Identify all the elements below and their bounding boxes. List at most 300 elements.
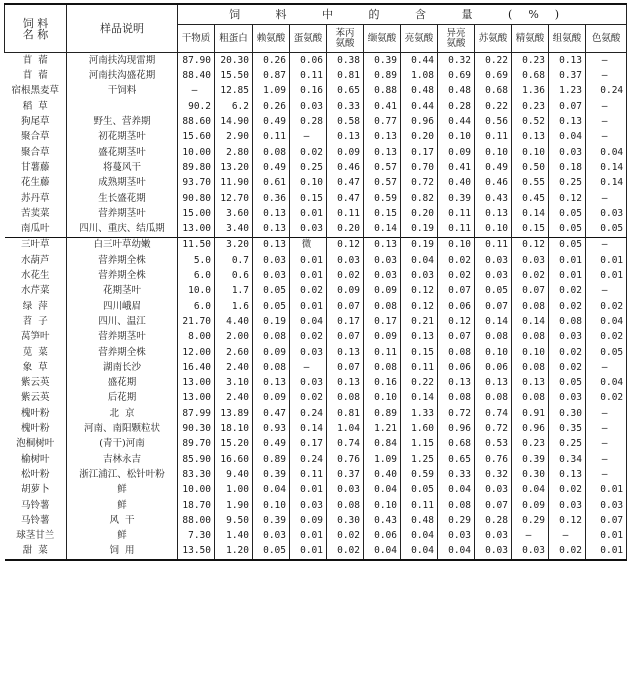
value-cell: 0.12 bbox=[401, 299, 438, 314]
value-cell: 0.05 bbox=[549, 221, 586, 237]
feed-name-cell: 稻 草 bbox=[22, 100, 48, 112]
value-cell: 0.08 bbox=[549, 314, 586, 329]
amino-acid-table bbox=[4, 3, 627, 561]
value-cell: 0.02 bbox=[290, 283, 327, 298]
value-cell: 87.90 bbox=[178, 53, 215, 69]
value-cell: 0.65 bbox=[438, 452, 475, 467]
value-cell: 0.01 bbox=[290, 253, 327, 268]
feed-name-cell: 球茎甘兰 bbox=[16, 530, 55, 542]
value-cell: 0.03 bbox=[364, 253, 401, 268]
value-cell: 10.00 bbox=[178, 482, 215, 497]
value-cell: 0.93 bbox=[253, 421, 290, 436]
value-cell: 15.20 bbox=[215, 436, 253, 451]
value-cell: 0.13 bbox=[327, 345, 364, 360]
value-cell: 0.76 bbox=[327, 452, 364, 467]
value-cell: 1.04 bbox=[327, 421, 364, 436]
value-cell: — bbox=[586, 68, 627, 83]
value-cell: 0.06 bbox=[290, 53, 327, 69]
sample-desc-cell: 河南扶沟现雷期 bbox=[67, 53, 178, 69]
value-cell: 0.08 bbox=[512, 360, 549, 375]
value-cell: 9.50 bbox=[215, 513, 253, 528]
value-cell: 7.30 bbox=[178, 528, 215, 543]
value-cell: — bbox=[586, 283, 627, 298]
value-cell: 0.03 bbox=[253, 268, 290, 283]
header-col-10: 组氨酸 bbox=[549, 25, 586, 53]
value-cell: 0.14 bbox=[586, 175, 627, 190]
value-cell: 0.81 bbox=[327, 406, 364, 421]
value-cell: 0.35 bbox=[549, 421, 586, 436]
value-cell: 0.05 bbox=[549, 375, 586, 390]
value-cell: 12.00 bbox=[178, 345, 215, 360]
value-cell: 0.03 bbox=[475, 268, 512, 283]
value-cell: 0.14 bbox=[475, 314, 512, 329]
value-cell: 0.23 bbox=[512, 436, 549, 451]
header-feed-name bbox=[5, 4, 67, 53]
table-row bbox=[5, 84, 627, 99]
feed-name-cell: 花生藤 bbox=[20, 177, 50, 189]
value-cell: 90.30 bbox=[178, 421, 215, 436]
value-cell: 0.14 bbox=[512, 206, 549, 221]
value-cell: 3.60 bbox=[215, 206, 253, 221]
value-cell: 0.50 bbox=[512, 160, 549, 175]
value-cell: 0.02 bbox=[586, 391, 627, 406]
value-cell: 0.07 bbox=[438, 283, 475, 298]
value-cell: 0.52 bbox=[512, 114, 549, 129]
value-cell: 0.03 bbox=[549, 329, 586, 344]
value-cell: 0.04 bbox=[290, 314, 327, 329]
value-cell: 1.00 bbox=[215, 482, 253, 497]
value-cell: 0.30 bbox=[549, 406, 586, 421]
value-cell: 0.14 bbox=[586, 160, 627, 175]
value-cell: 0.01 bbox=[586, 268, 627, 283]
value-cell: 0.13 bbox=[512, 375, 549, 390]
value-cell: 0.09 bbox=[364, 329, 401, 344]
value-cell: 0.16 bbox=[290, 84, 327, 99]
value-cell: 3.10 bbox=[215, 375, 253, 390]
value-cell: 0.02 bbox=[512, 268, 549, 283]
header-col-8: 苏氨酸 bbox=[475, 25, 512, 53]
value-cell: 0.14 bbox=[512, 314, 549, 329]
value-cell: 0.38 bbox=[327, 53, 364, 69]
value-cell: 0.96 bbox=[512, 421, 549, 436]
value-cell: 0.7 bbox=[215, 253, 253, 268]
value-cell: 1.33 bbox=[401, 406, 438, 421]
table-row bbox=[5, 129, 627, 144]
value-cell: 1.23 bbox=[549, 84, 586, 99]
feed-name-cell: 甘薯藤 bbox=[20, 161, 50, 173]
value-cell: 0.02 bbox=[327, 528, 364, 543]
header-col-3: 蛋氨酸 bbox=[290, 25, 327, 53]
table-row bbox=[5, 206, 627, 221]
value-cell: 0.02 bbox=[549, 283, 586, 298]
value-cell: 2.80 bbox=[215, 145, 253, 160]
value-cell: 0.14 bbox=[364, 221, 401, 237]
value-cell: 1.7 bbox=[215, 283, 253, 298]
value-cell: 0.69 bbox=[475, 68, 512, 83]
table-body bbox=[5, 53, 627, 560]
value-cell: 0.08 bbox=[253, 329, 290, 344]
value-cell: 0.01 bbox=[586, 528, 627, 543]
sample-desc-cell: 吉林永吉 bbox=[67, 452, 178, 467]
feed-name-cell: 水芹菜 bbox=[20, 285, 50, 297]
value-cell: 0.20 bbox=[401, 129, 438, 144]
value-cell: — bbox=[586, 436, 627, 451]
value-cell: — bbox=[512, 528, 549, 543]
table-row bbox=[5, 191, 627, 206]
value-cell: 0.10 bbox=[253, 498, 290, 513]
value-cell: 0.68 bbox=[475, 84, 512, 99]
value-cell: — bbox=[586, 406, 627, 421]
value-cell: 0.04 bbox=[364, 482, 401, 497]
value-cell: 0.19 bbox=[253, 314, 290, 329]
value-cell: 0.08 bbox=[512, 299, 549, 314]
sample-desc-cell: 饲 用 bbox=[67, 544, 178, 560]
value-cell: 0.09 bbox=[253, 391, 290, 406]
value-cell: 21.70 bbox=[178, 314, 215, 329]
value-cell: 0.11 bbox=[327, 206, 364, 221]
value-cell: 0.6 bbox=[215, 268, 253, 283]
value-cell: 0.12 bbox=[549, 513, 586, 528]
value-cell: 0.03 bbox=[586, 498, 627, 513]
feed-name-cell: 泡桐树叶 bbox=[16, 438, 55, 450]
value-cell: 0.03 bbox=[512, 253, 549, 268]
value-cell: 0.37 bbox=[327, 467, 364, 482]
value-cell: 0.81 bbox=[327, 68, 364, 83]
value-cell: 0.12 bbox=[512, 237, 549, 253]
value-cell: 0.39 bbox=[253, 467, 290, 482]
value-cell: 0.07 bbox=[438, 329, 475, 344]
value-cell: 0.08 bbox=[512, 329, 549, 344]
value-cell: 0.12 bbox=[438, 314, 475, 329]
value-cell: 0.21 bbox=[401, 314, 438, 329]
value-cell: 87.99 bbox=[178, 406, 215, 421]
feed-name-cell: 聚合草 bbox=[20, 146, 50, 158]
value-cell: 0.09 bbox=[438, 145, 475, 160]
table-row bbox=[5, 145, 627, 160]
value-cell: 0.10 bbox=[438, 129, 475, 144]
value-cell: 0.07 bbox=[549, 99, 586, 114]
value-cell: 0.13 bbox=[364, 237, 401, 253]
value-cell: — bbox=[586, 191, 627, 206]
value-cell: 0.05 bbox=[401, 482, 438, 497]
value-cell: 13.00 bbox=[178, 375, 215, 390]
feed-name-cell: 紫云英 bbox=[20, 392, 50, 404]
value-cell: 0.91 bbox=[512, 406, 549, 421]
table-row bbox=[5, 360, 627, 375]
value-cell: 0.03 bbox=[475, 528, 512, 543]
value-cell: — bbox=[178, 84, 215, 99]
value-cell: 0.08 bbox=[438, 498, 475, 513]
value-cell: 0.55 bbox=[512, 175, 549, 190]
value-cell: 0.16 bbox=[364, 375, 401, 390]
feed-name-cell: 苏丹草 bbox=[20, 192, 50, 204]
value-cell: — bbox=[586, 467, 627, 482]
feed-name-cell: 苜 蓿 bbox=[22, 70, 48, 82]
value-cell: 0.49 bbox=[253, 114, 290, 129]
value-cell: — bbox=[290, 360, 327, 375]
header-col-11: 色氨酸 bbox=[586, 25, 627, 53]
sample-desc-cell: 营养期全株 bbox=[67, 268, 178, 283]
value-cell: 2.60 bbox=[215, 345, 253, 360]
sample-desc-cell: 营养期茎叶 bbox=[67, 329, 178, 344]
value-cell: 0.49 bbox=[253, 436, 290, 451]
value-cell: 89.70 bbox=[178, 436, 215, 451]
value-cell: 0.03 bbox=[290, 498, 327, 513]
value-cell: 0.65 bbox=[327, 84, 364, 99]
value-cell: — bbox=[586, 421, 627, 436]
table-row bbox=[5, 221, 627, 237]
value-cell: 0.84 bbox=[364, 436, 401, 451]
value-cell: 0.01 bbox=[290, 299, 327, 314]
value-cell: 0.40 bbox=[364, 467, 401, 482]
value-cell: 0.20 bbox=[401, 206, 438, 221]
table-row bbox=[5, 237, 627, 253]
value-cell: 0.13 bbox=[253, 206, 290, 221]
value-cell: 0.29 bbox=[438, 513, 475, 528]
sample-desc-cell: 鲜 bbox=[67, 498, 178, 513]
feed-name-cell: 绿 萍 bbox=[22, 300, 48, 312]
value-cell: 0.04 bbox=[512, 482, 549, 497]
value-cell: 0.13 bbox=[364, 129, 401, 144]
value-cell: 0.03 bbox=[475, 482, 512, 497]
value-cell: 1.08 bbox=[401, 68, 438, 83]
value-cell: 0.03 bbox=[290, 375, 327, 390]
value-cell: 0.15 bbox=[364, 206, 401, 221]
value-cell: 0.18 bbox=[549, 160, 586, 175]
sample-desc-cell: 湖南长沙 bbox=[67, 360, 178, 375]
value-cell: 0.45 bbox=[512, 191, 549, 206]
value-cell: 5.0 bbox=[178, 253, 215, 268]
feed-name-cell: 水花生 bbox=[20, 270, 50, 282]
value-cell: 0.11 bbox=[475, 129, 512, 144]
value-cell: 0.39 bbox=[253, 513, 290, 528]
table-row bbox=[5, 482, 627, 497]
value-cell: — bbox=[290, 129, 327, 144]
value-cell: 0.25 bbox=[549, 175, 586, 190]
value-cell: 0.04 bbox=[438, 544, 475, 560]
value-cell: 0.28 bbox=[438, 99, 475, 114]
value-cell: 83.30 bbox=[178, 467, 215, 482]
value-cell: 0.24 bbox=[586, 84, 627, 99]
value-cell: 0.29 bbox=[512, 513, 549, 528]
value-cell: 2.40 bbox=[215, 360, 253, 375]
value-cell: 0.02 bbox=[549, 360, 586, 375]
value-cell: 0.04 bbox=[586, 145, 627, 160]
value-cell: 0.39 bbox=[438, 191, 475, 206]
value-cell: 0.05 bbox=[549, 237, 586, 253]
header-col-5: 缬氨酸 bbox=[364, 25, 401, 53]
value-cell: 0.74 bbox=[475, 406, 512, 421]
value-cell: 0.12 bbox=[327, 237, 364, 253]
sample-desc-cell: (青干)河南 bbox=[67, 436, 178, 451]
value-cell: 0.13 bbox=[475, 206, 512, 221]
sample-desc-cell: 成熟期茎叶 bbox=[67, 175, 178, 190]
value-cell: 0.01 bbox=[290, 268, 327, 283]
feed-name-cell: 马铃薯 bbox=[20, 514, 50, 526]
value-cell: 0.08 bbox=[438, 391, 475, 406]
value-cell: 微 bbox=[290, 237, 327, 253]
value-cell: 0.03 bbox=[290, 221, 327, 237]
value-cell: 0.68 bbox=[512, 68, 549, 83]
value-cell: 0.08 bbox=[327, 498, 364, 513]
value-cell: 0.11 bbox=[401, 498, 438, 513]
value-cell: 13.50 bbox=[178, 544, 215, 560]
feed-name-cell: 宿根黑麦草 bbox=[11, 85, 59, 97]
table-row bbox=[5, 314, 627, 329]
value-cell: 0.13 bbox=[253, 375, 290, 390]
value-cell: 0.47 bbox=[253, 406, 290, 421]
value-cell: 0.10 bbox=[364, 498, 401, 513]
value-cell: 0.17 bbox=[364, 314, 401, 329]
value-cell: 15.00 bbox=[178, 206, 215, 221]
table-row bbox=[5, 375, 627, 390]
sample-desc-cell: 四川、重庆、结瓜期 bbox=[67, 221, 178, 237]
feed-name-cell: 苜 蓿 bbox=[22, 54, 48, 66]
sample-desc-cell: 河南扶沟盛花期 bbox=[67, 68, 178, 83]
header-sample-desc: 样品说明 bbox=[67, 4, 178, 53]
value-cell: 0.61 bbox=[253, 175, 290, 190]
value-cell: 0.08 bbox=[364, 299, 401, 314]
value-cell: 0.02 bbox=[290, 329, 327, 344]
value-cell: 0.05 bbox=[586, 221, 627, 237]
value-cell: 2.40 bbox=[215, 391, 253, 406]
value-cell: 0.88 bbox=[364, 84, 401, 99]
feed-name-cell: 甜 菜 bbox=[5, 544, 67, 560]
value-cell: 16.60 bbox=[215, 452, 253, 467]
value-cell: 0.39 bbox=[364, 53, 401, 69]
sample-desc-cell: 风 干 bbox=[67, 513, 178, 528]
table-row bbox=[5, 114, 627, 129]
header-col-0: 干物质 bbox=[178, 25, 215, 53]
table-row bbox=[5, 160, 627, 175]
table-row bbox=[5, 436, 627, 451]
value-cell: 0.13 bbox=[438, 375, 475, 390]
value-cell: 3.40 bbox=[215, 221, 253, 237]
feed-name-cell: 松叶粉 bbox=[20, 468, 50, 480]
value-cell: 1.90 bbox=[215, 498, 253, 513]
value-cell: 0.87 bbox=[253, 68, 290, 83]
sample-desc-cell: 盛花期茎叶 bbox=[67, 145, 178, 160]
value-cell: 0.43 bbox=[364, 513, 401, 528]
value-cell: 0.08 bbox=[438, 345, 475, 360]
value-cell: 2.90 bbox=[215, 129, 253, 144]
value-cell: 6.2 bbox=[215, 99, 253, 114]
table-row bbox=[5, 345, 627, 360]
feed-name-cell: 南瓜叶 bbox=[20, 223, 50, 235]
value-cell: 0.02 bbox=[438, 268, 475, 283]
value-cell: 0.56 bbox=[475, 114, 512, 129]
feed-name-cell: 槐叶粉 bbox=[20, 423, 50, 435]
value-cell: 1.25 bbox=[401, 452, 438, 467]
header-col-1: 粗蛋白 bbox=[215, 25, 253, 53]
value-cell: 0.07 bbox=[475, 299, 512, 314]
value-cell: 0.13 bbox=[512, 129, 549, 144]
value-cell: 0.13 bbox=[327, 375, 364, 390]
value-cell: 0.01 bbox=[290, 482, 327, 497]
value-cell: 0.30 bbox=[512, 467, 549, 482]
table-row bbox=[5, 268, 627, 283]
feed-name-cell: 水葫芦 bbox=[20, 254, 50, 266]
value-cell: 0.02 bbox=[549, 482, 586, 497]
value-cell: 0.74 bbox=[327, 436, 364, 451]
value-cell: 0.02 bbox=[327, 544, 364, 560]
value-cell: 88.00 bbox=[178, 513, 215, 528]
value-cell: 0.89 bbox=[253, 452, 290, 467]
value-cell: 0.03 bbox=[512, 544, 549, 560]
value-cell: 0.07 bbox=[586, 513, 627, 528]
value-cell: 0.22 bbox=[475, 99, 512, 114]
value-cell: 0.57 bbox=[364, 175, 401, 190]
value-cell: 0.10 bbox=[364, 391, 401, 406]
value-cell: 13.89 bbox=[215, 406, 253, 421]
value-cell: 90.2 bbox=[178, 99, 215, 114]
value-cell: 11.90 bbox=[215, 175, 253, 190]
value-cell: 0.17 bbox=[290, 436, 327, 451]
sample-desc-cell: 后花期 bbox=[67, 391, 178, 406]
value-cell: 0.01 bbox=[586, 482, 627, 497]
value-cell: 0.02 bbox=[290, 391, 327, 406]
value-cell: 0.17 bbox=[327, 314, 364, 329]
table-row bbox=[5, 544, 627, 560]
value-cell: 0.03 bbox=[327, 253, 364, 268]
value-cell: 0.03 bbox=[475, 544, 512, 560]
value-cell: 12.70 bbox=[215, 191, 253, 206]
value-cell: 0.33 bbox=[327, 99, 364, 114]
value-cell: 2.00 bbox=[215, 329, 253, 344]
value-cell: 0.15 bbox=[290, 191, 327, 206]
value-cell: 0.05 bbox=[253, 544, 290, 560]
sample-desc-cell: 鲜 bbox=[67, 482, 178, 497]
value-cell: 10.00 bbox=[178, 145, 215, 160]
header-col-6: 亮氨酸 bbox=[401, 25, 438, 53]
value-cell: 0.11 bbox=[253, 129, 290, 144]
value-cell: 0.13 bbox=[364, 145, 401, 160]
value-cell: 0.02 bbox=[549, 299, 586, 314]
value-cell: 0.13 bbox=[253, 237, 290, 253]
value-cell: 0.03 bbox=[253, 253, 290, 268]
value-cell: 0.22 bbox=[475, 53, 512, 69]
value-cell: 3.20 bbox=[215, 237, 253, 253]
sample-desc-cell: 初花期茎叶 bbox=[67, 129, 178, 144]
value-cell: 0.41 bbox=[364, 99, 401, 114]
value-cell: — bbox=[586, 452, 627, 467]
value-cell: 0.06 bbox=[364, 528, 401, 543]
value-cell: 0.19 bbox=[401, 221, 438, 237]
header-col-7: 异亮 氨酸 bbox=[438, 25, 475, 53]
value-cell: 0.03 bbox=[364, 268, 401, 283]
value-cell: 0.68 bbox=[438, 436, 475, 451]
value-cell: 0.05 bbox=[549, 206, 586, 221]
value-cell: 0.08 bbox=[364, 360, 401, 375]
value-cell: 0.11 bbox=[364, 345, 401, 360]
value-cell: — bbox=[586, 53, 627, 69]
value-cell: 0.40 bbox=[438, 175, 475, 190]
value-cell: 0.01 bbox=[290, 528, 327, 543]
value-cell: 0.09 bbox=[327, 145, 364, 160]
value-cell: 0.05 bbox=[586, 345, 627, 360]
header-col-2: 赖氨酸 bbox=[253, 25, 290, 53]
sample-desc-cell: 野生、营养期 bbox=[67, 114, 178, 129]
value-cell: 0.11 bbox=[438, 206, 475, 221]
value-cell: 11.50 bbox=[178, 237, 215, 253]
value-cell: 0.03 bbox=[586, 206, 627, 221]
value-cell: 0.10 bbox=[475, 345, 512, 360]
table-row bbox=[5, 421, 627, 436]
sample-desc-cell: 营养期茎叶 bbox=[67, 206, 178, 221]
value-cell: 0.04 bbox=[549, 129, 586, 144]
value-cell: 0.48 bbox=[401, 84, 438, 99]
value-cell: — bbox=[586, 114, 627, 129]
